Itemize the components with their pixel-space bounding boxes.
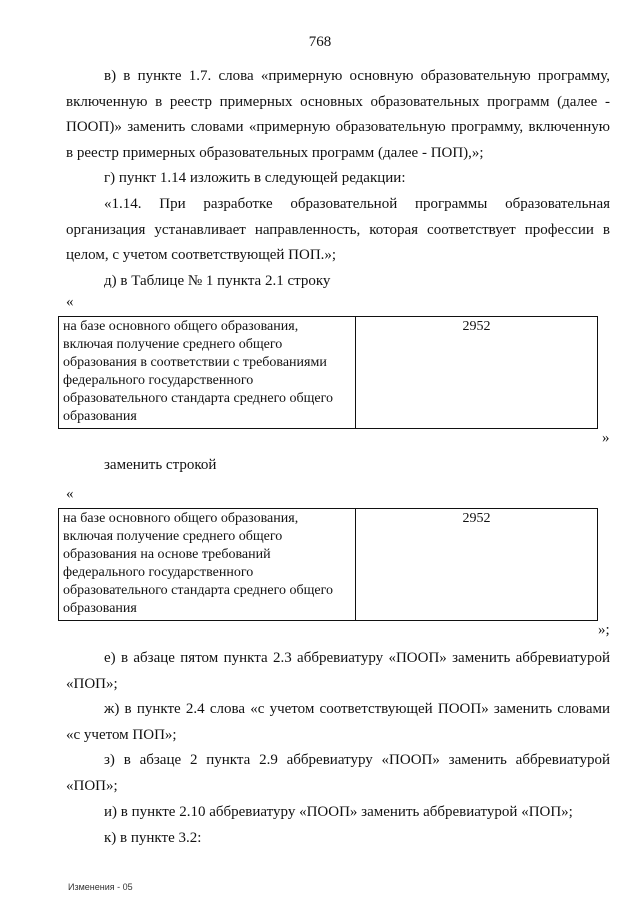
paragraph-item-g: г) пункт 1.14 изложить в следующей редакции:: [104, 170, 406, 186]
table-cell-description: на базе основного общего образования, включая получение среднего общего образования на основе требований федерального государственного образовательного стандарта среднего общего образования: [59, 509, 356, 621]
closing-quote-new-row: »;: [598, 622, 610, 638]
paragraph-item-d: д) в Таблице № 1 пункта 2.1 строку: [104, 273, 331, 289]
paragraph-item-z: з) в абзаце 2 пункта 2.9 аббревиатуру «ПООП» заменить аббревиатурой «ПОП»;: [66, 752, 610, 794]
table-new-row: [58, 508, 598, 621]
paragraph-item-e: е) в абзаце пятом пункта 2.3 аббревиатуру «ПООП» заменить аббревиатурой «ПОП»;: [66, 650, 610, 692]
paragraph-item-k: к) в пункте 3.2:: [104, 830, 202, 846]
table-row: [59, 317, 598, 429]
paragraph-item-v: в) в пункте 1.7. слова «примерную основную образовательную программу, включенную в реестр примерных основных образовательных программ (далее - ПООП)» заменить словами «примерную образовательную программу, включенную в реестр примерных образовательных программ (далее - ПОП),»;: [66, 68, 610, 161]
table-row: [59, 509, 598, 621]
table-cell-value: 2952: [356, 509, 598, 621]
opening-quote-new-row: «: [66, 486, 74, 502]
table-cell-description: на базе основного общего образования, включая получение среднего общего образования в соответствии с требованиями федерального государственного образовательного стандарта среднего общего образования: [59, 317, 356, 429]
footer-revision-note: Изменения - 05: [68, 882, 133, 892]
paragraph-section-1-14: «1.14. При разработке образовательной программы образовательная организация устанавливает направленность, которая соответствует профессии в целом, с учетом соответствующей ПОП.»;: [66, 196, 610, 263]
page-number: 768: [308, 34, 332, 50]
paragraph-replace-with-row: заменить строкой: [104, 457, 217, 473]
closing-quote-old-row: »: [602, 430, 610, 446]
opening-quote-old-row: «: [66, 294, 74, 310]
paragraph-item-zh: ж) в пункте 2.4 слова «с учетом соответствующей ПООП» заменить словами «с учетом ПОП»;: [66, 701, 610, 743]
paragraph-item-i: и) в пункте 2.10 аббревиатуру «ПООП» заменить аббревиатурой «ПОП»;: [104, 804, 573, 820]
table-old-row: [58, 316, 598, 429]
table-cell-value: 2952: [356, 317, 598, 429]
